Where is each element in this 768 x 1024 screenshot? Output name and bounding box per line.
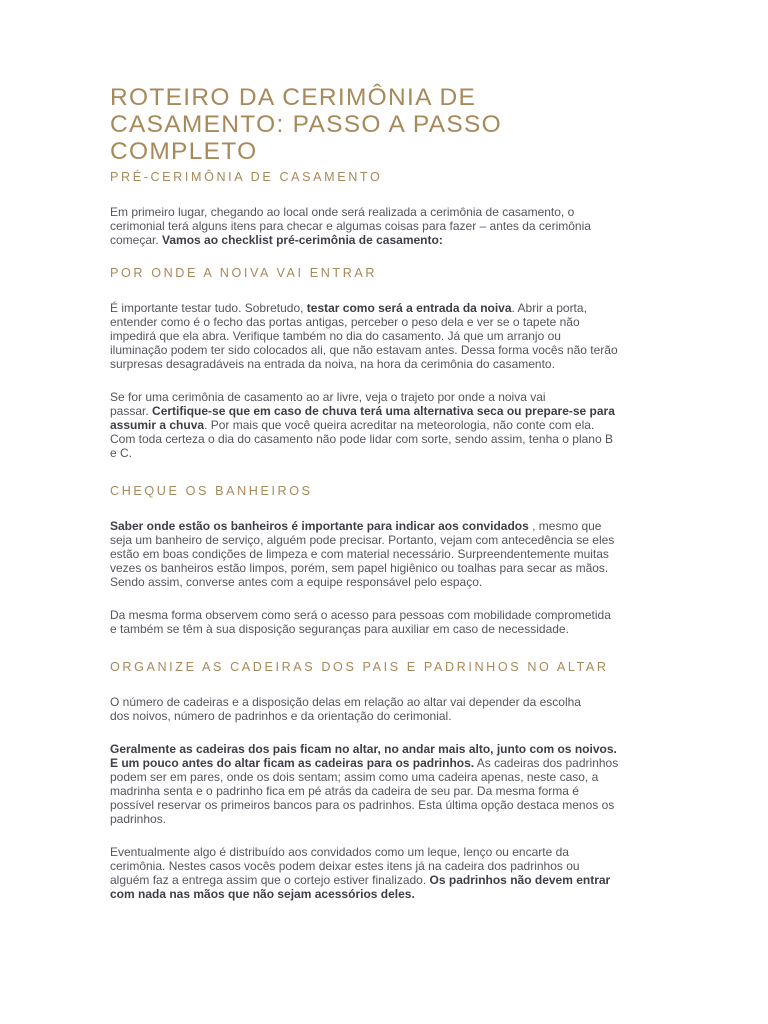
bold-text: E um pouco antes do altar ficam as cadeiras para os padrinhos. bbox=[110, 756, 475, 770]
bold-text: Saber onde estão os banheiros é importante para indicar aos convidados bbox=[110, 519, 529, 533]
text-run: Da mesma forma observem como será o acesso para pessoas com mobilidade comprometida bbox=[110, 608, 611, 622]
text-run: e também se têm à sua disposição seguranças para auxiliar em caso de necessidade. bbox=[110, 622, 569, 636]
text-run: Se for uma cerimônia de casamento ao ar livre, veja o trajeto por onde a noiva vai bbox=[110, 390, 546, 404]
text-run: possível reservar os primeiros bancos para os padrinhos. Esta última opção destaca menos os bbox=[110, 798, 615, 812]
article-content bbox=[110, 84, 658, 901]
text-run: passar. bbox=[110, 404, 153, 418]
text-run: podem ser em pares, onde os dois sentam; assim como uma cadeira apenas, neste caso, a bbox=[110, 770, 599, 784]
text-run: Com toda certeza o dia do casamento não pode lidar com sorte, sendo assim, tenha o plano B bbox=[110, 432, 613, 446]
bold-text: assumir a chuva bbox=[110, 418, 205, 432]
paragraph bbox=[110, 742, 658, 826]
section-heading: PRÉ-CERIMÔNIA DE CASAMENTO bbox=[110, 170, 383, 184]
text-run: . Abrir a porta, bbox=[511, 301, 587, 315]
text-run: , mesmo que bbox=[528, 519, 602, 533]
section bbox=[110, 483, 658, 636]
text-run: madrinha senta e o padrinho fica em pé atrás da cadeira de seu par. Da mesma forma é bbox=[110, 784, 579, 798]
bold-text: Os padrinhos não devem entrar bbox=[429, 873, 611, 887]
paragraph bbox=[110, 519, 658, 589]
text-run: e C. bbox=[110, 446, 133, 460]
text-run: cerimonial terá alguns itens para checar e algumas coisas para fazer – antes da cerimônia bbox=[110, 219, 591, 233]
text-run: Eventualmente algo é distribuído aos convidados como um leque, lenço ou encarte da bbox=[110, 845, 569, 859]
title-line: CASAMENTO: PASSO A PASSO bbox=[110, 111, 503, 138]
text-run: alguém faz a entrega assim que o cortejo estiver finalizado. bbox=[110, 873, 430, 887]
section bbox=[110, 265, 658, 460]
title-line: ROTEIRO DA CERIMÔNIA DE bbox=[110, 84, 477, 111]
text-run: surpresas desagradáveis na entrada da noiva, na hora da cerimônia do casamento. bbox=[110, 357, 555, 371]
bold-text: Certifique-se que em caso de chuva terá uma alternativa seca ou prepare-se para bbox=[152, 404, 615, 418]
text-run: começar. bbox=[110, 233, 163, 247]
paragraph bbox=[110, 205, 658, 247]
sections-container bbox=[110, 169, 658, 901]
text-run: Sendo assim, converse antes com a equipe responsável pelo espaço. bbox=[110, 575, 483, 589]
text-run: entender como é o fecho das portas antigas, perceber o peso dela e ver se o tapete não bbox=[110, 315, 580, 329]
title-line: COMPLETO bbox=[110, 138, 258, 165]
text-run: seja um banheiro de serviço, alguém pode precisar. Portanto, vejam com antecedência se eles bbox=[110, 533, 615, 547]
paragraph bbox=[110, 301, 658, 371]
bold-text: Geralmente as cadeiras dos pais ficam no altar, no andar mais alto, junto com os noivos. bbox=[110, 742, 617, 756]
paragraph bbox=[110, 608, 658, 636]
text-run: dos noivos, número de padrinhos e da orientação do cerimonial. bbox=[110, 709, 452, 723]
text-run: vezes os banheiros estão limpos, porém, sem papel higiênico ou toalhas para secar as mãos. bbox=[110, 561, 609, 575]
section bbox=[110, 659, 658, 901]
text-run: impedirá que ela abra. Verifique também no dia do casamento. Já que um arranjo ou bbox=[110, 329, 561, 343]
section-heading: ORGANIZE AS CADEIRAS DOS PAIS E PADRINHOS NO ALTAR bbox=[110, 660, 609, 674]
bold-text: com nada nas mãos que não sejam acessórios deles. bbox=[110, 887, 415, 901]
text-run: . Por mais que você queira acreditar na meteorologia, não conte com ela. bbox=[204, 418, 595, 432]
text-run: O número de cadeiras e a disposição delas em relação ao altar vai depender da escolha bbox=[110, 695, 581, 709]
text-run: É importante testar tudo. Sobretudo, bbox=[110, 301, 307, 315]
text-run: estão em boas condições de limpeza e com material necessário. Surpreendentemente muitas bbox=[110, 547, 609, 561]
section bbox=[110, 169, 658, 247]
paragraph bbox=[110, 845, 658, 901]
paragraph bbox=[110, 390, 658, 460]
section-heading: POR ONDE A NOIVA VAI ENTRAR bbox=[110, 266, 378, 280]
bold-text: testar como será a entrada da noiva bbox=[306, 301, 512, 315]
bold-text: Vamos ao checklist pré-cerimônia de casamento: bbox=[162, 233, 443, 247]
page-title bbox=[110, 84, 658, 165]
text-run: padrinhos. bbox=[110, 812, 167, 826]
text-run: cerimônia. Nestes casos vocês podem deixar estes itens já na cadeira dos padrinhos ou bbox=[110, 859, 580, 873]
text-run: iluminação podem ter sido colocados ali, que não estavam antes. Dessa forma vocês não terão bbox=[110, 343, 618, 357]
text-run: Em primeiro lugar, chegando ao local onde será realizada a cerimônia de casamento, o bbox=[110, 205, 575, 219]
paragraph bbox=[110, 695, 658, 723]
text-run: As cadeiras dos padrinhos bbox=[474, 756, 619, 770]
section-heading: CHEQUE OS BANHEIROS bbox=[110, 484, 313, 498]
